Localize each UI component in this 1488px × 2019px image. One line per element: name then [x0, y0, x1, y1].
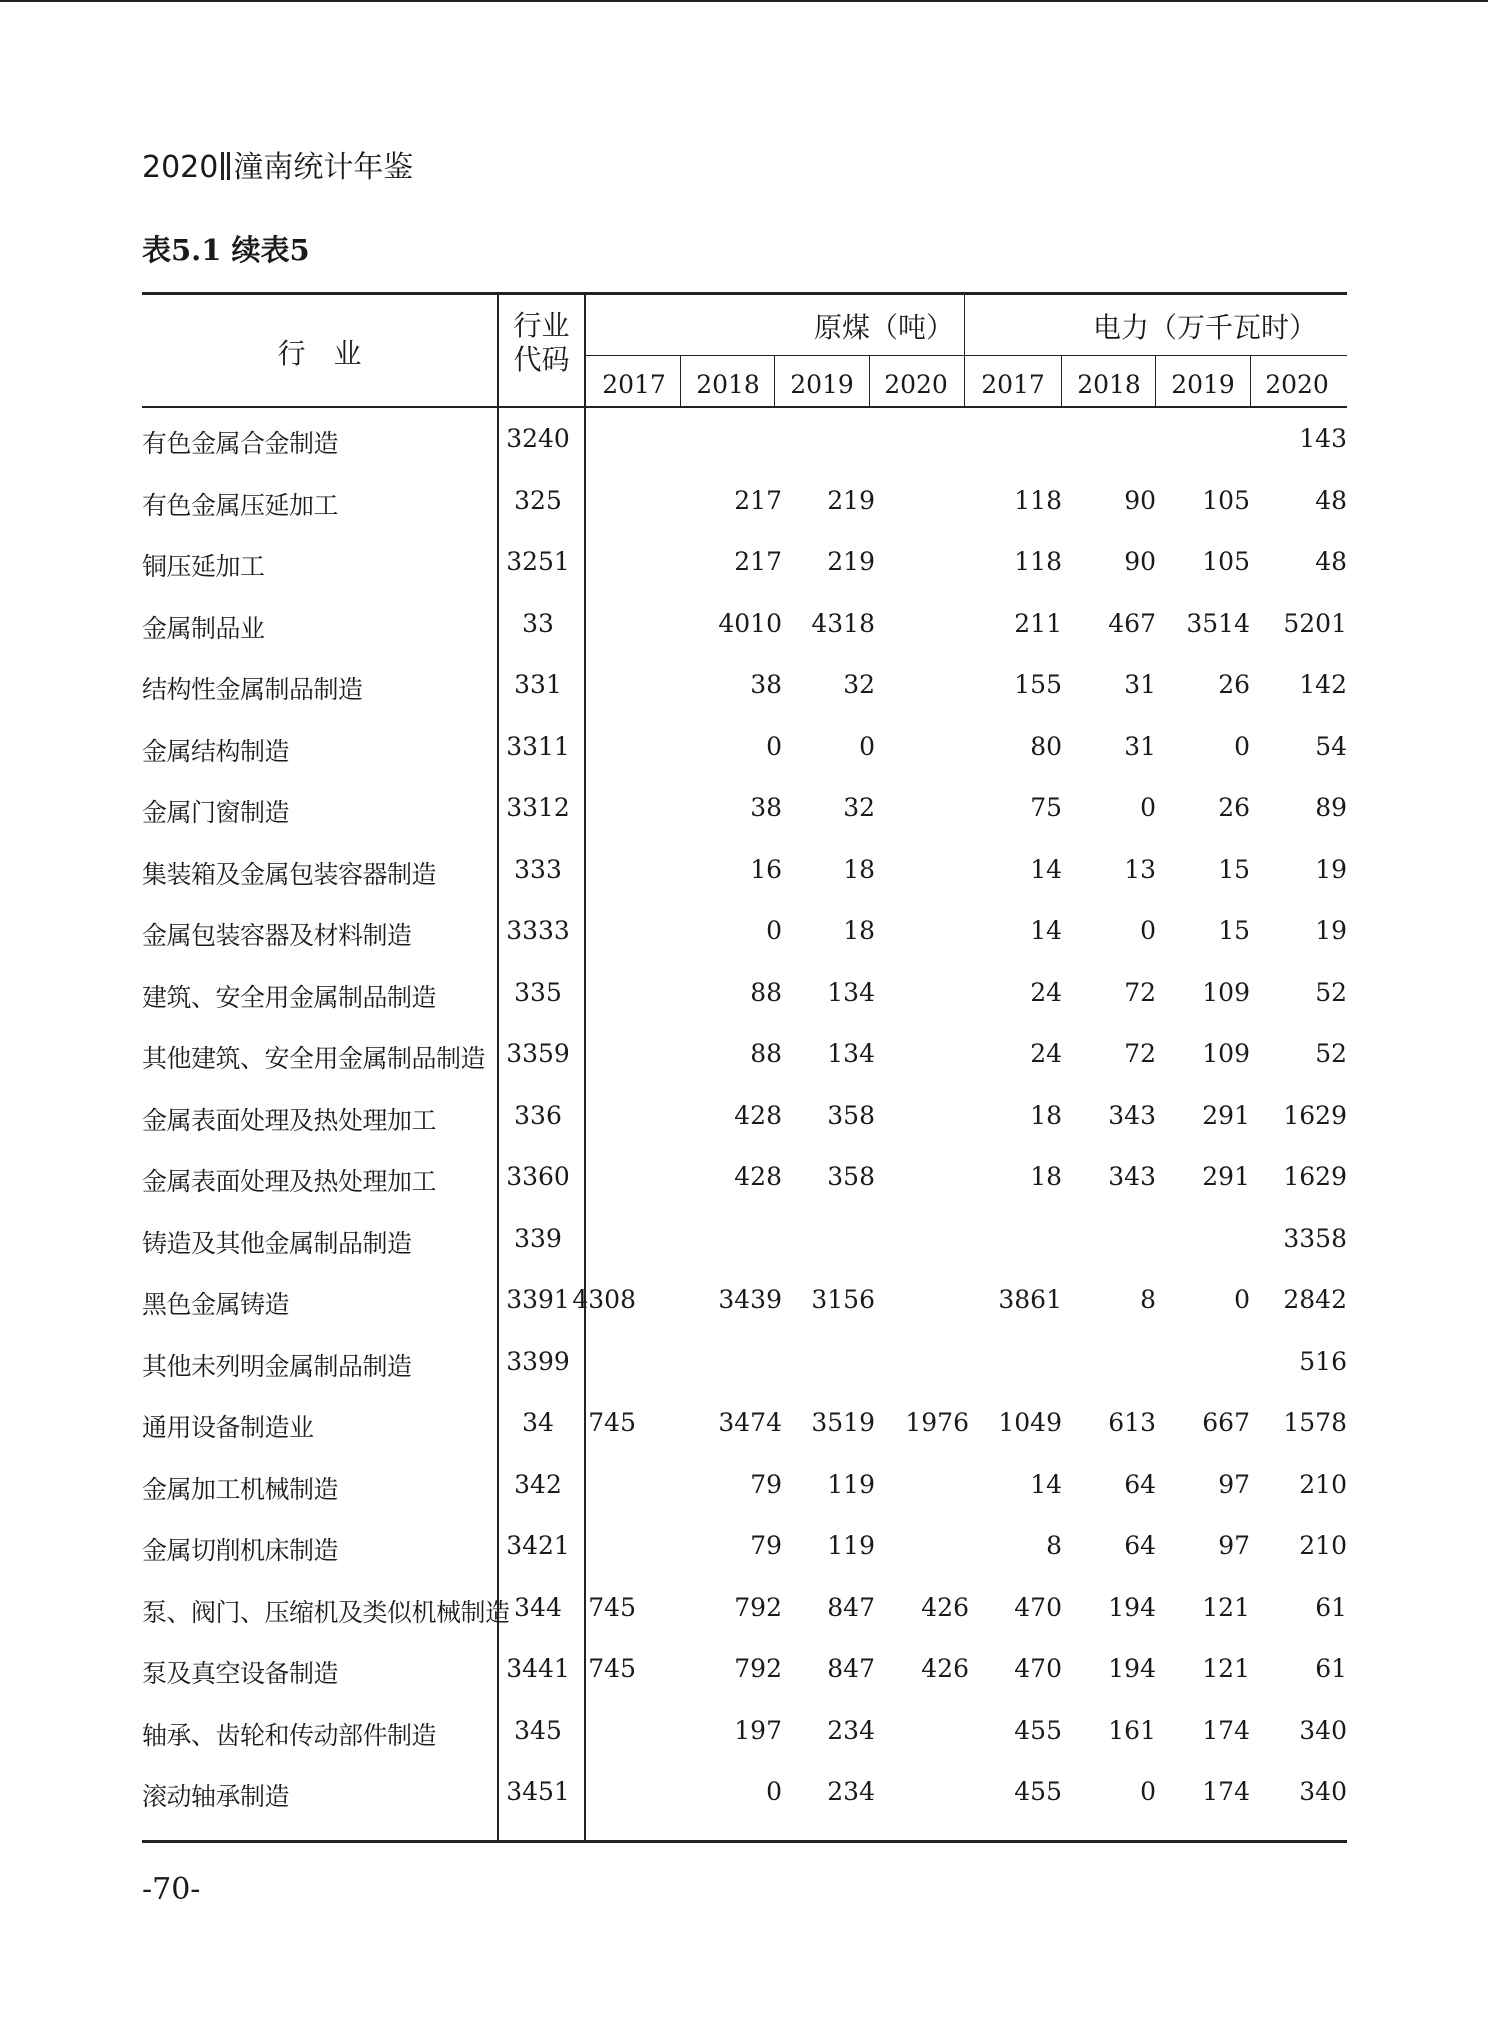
raw-coal-value: 32 — [843, 793, 875, 822]
electricity-value: 194 — [1108, 1592, 1156, 1622]
raw-coal-value: 234 — [827, 1715, 875, 1745]
year-header: 2020 — [1265, 370, 1329, 399]
industry-code: 336 — [514, 1100, 562, 1130]
electricity-value: 18 — [1030, 1162, 1062, 1191]
industry-code: 335 — [514, 977, 562, 1007]
raw-coal-value: 358 — [827, 1162, 875, 1191]
table-row — [142, 535, 1347, 596]
industry-code: 3251 — [506, 547, 570, 576]
industry-name: 金属加工机械制造 — [142, 1474, 339, 1504]
electricity-value: 48 — [1315, 547, 1347, 576]
electricity-value: 5201 — [1283, 608, 1347, 638]
raw-coal-value: 847 — [827, 1654, 875, 1683]
page-number: -70- — [142, 1872, 201, 1907]
raw-coal-value: 38 — [750, 793, 782, 822]
electricity-value: 8 — [1140, 1285, 1156, 1314]
electricity-value: 470 — [1014, 1592, 1062, 1622]
header-mid-rule — [584, 355, 1347, 356]
raw-coal-value: 16 — [750, 854, 782, 884]
electricity-value: 109 — [1202, 977, 1250, 1007]
industry-name: 铜压延加工 — [142, 552, 265, 581]
industry-name: 金属表面处理及热处理加工 — [142, 1105, 437, 1135]
industry-name: 集装箱及金属包装容器制造 — [142, 859, 437, 889]
industry-name: 黑色金属铸造 — [142, 1290, 290, 1319]
electricity-value: 89 — [1315, 793, 1347, 822]
raw-coal-value: 79 — [750, 1469, 782, 1499]
electricity-value: 72 — [1124, 1039, 1156, 1068]
industry-code: 331 — [514, 670, 562, 699]
electricity-value: 26 — [1218, 670, 1250, 699]
electricity-value: 24 — [1030, 977, 1062, 1007]
industry-name: 通用设备制造业 — [142, 1413, 314, 1442]
industry-code: 34 — [522, 1408, 554, 1437]
raw-coal-value: 3156 — [811, 1285, 875, 1314]
industry-code: 3451 — [506, 1777, 570, 1806]
raw-coal-value: 428 — [734, 1162, 782, 1191]
electricity-value: 143 — [1299, 424, 1347, 453]
electricity-value: 121 — [1202, 1592, 1250, 1622]
table-row — [142, 1273, 1347, 1334]
electricity-value: 19 — [1315, 854, 1347, 884]
raw-coal-value: 745 — [588, 1592, 636, 1622]
table-row — [142, 658, 1347, 719]
raw-coal-value: 18 — [843, 916, 875, 945]
industry-name: 有色金属合金制造 — [142, 429, 339, 458]
raw-coal-value: 38 — [750, 670, 782, 699]
table-bottom-rule — [142, 1840, 1347, 1843]
electricity-value: 31 — [1124, 670, 1156, 699]
industry-name: 泵及真空设备制造 — [142, 1659, 339, 1688]
electricity-value: 174 — [1202, 1715, 1250, 1745]
electricity-value: 0 — [1140, 916, 1156, 945]
header-year: 2020 — [142, 150, 219, 185]
code-header-line1: 行业 — [513, 309, 570, 342]
electricity-value: 3861 — [998, 1285, 1062, 1314]
electricity-value: 80 — [1030, 731, 1062, 761]
table-row — [142, 474, 1347, 535]
electricity-value: 291 — [1202, 1100, 1250, 1130]
year-divider — [1155, 355, 1156, 407]
electricity-value: 1049 — [998, 1408, 1062, 1437]
table-row — [142, 412, 1347, 473]
industry-code: 33 — [522, 608, 554, 638]
table-title: 表5.1 续表5 — [142, 233, 310, 267]
raw-coal-value: 358 — [827, 1100, 875, 1130]
electricity-value: 467 — [1108, 608, 1156, 638]
raw-coal-value: 0 — [766, 731, 782, 761]
raw-coal-value: 1976 — [905, 1408, 969, 1437]
electricity-value: 52 — [1315, 1039, 1347, 1068]
electricity-value: 14 — [1030, 916, 1062, 945]
industry-code: 3421 — [506, 1531, 570, 1560]
raw-coal-value: 219 — [827, 547, 875, 576]
industry-name: 金属包装容器及材料制造 — [142, 921, 412, 950]
electricity-value: 14 — [1030, 1469, 1062, 1499]
industry-name: 金属结构制造 — [142, 736, 290, 766]
industry-code: 3399 — [506, 1346, 570, 1376]
raw-coal-value: 4308 — [572, 1285, 636, 1314]
industry-name: 建筑、安全用金属制品制造 — [142, 982, 437, 1012]
electricity-value: 343 — [1108, 1162, 1156, 1191]
raw-coal-value: 3474 — [718, 1408, 782, 1437]
electricity-value: 121 — [1202, 1654, 1250, 1683]
raw-coal-value: 88 — [750, 1039, 782, 1068]
industry-name: 金属切削机床制造 — [142, 1536, 339, 1565]
table-row — [142, 904, 1347, 965]
raw-coal-value: 197 — [734, 1715, 782, 1745]
raw-coal-value: 0 — [766, 1777, 782, 1806]
industry-code: 333 — [514, 854, 562, 884]
table-row — [142, 597, 1347, 658]
raw-coal-value: 426 — [921, 1592, 969, 1622]
raw-coal-group-header: 原煤（吨） — [813, 311, 954, 344]
raw-coal-value: 3519 — [811, 1408, 875, 1437]
table-row — [142, 1581, 1347, 1642]
header-bottom-rule — [142, 406, 1347, 408]
electricity-value: 14 — [1030, 854, 1062, 884]
raw-coal-value: 217 — [734, 547, 782, 576]
header-divider — [221, 152, 224, 180]
electricity-value: 340 — [1299, 1777, 1347, 1806]
industry-code: 3240 — [506, 424, 570, 453]
electricity-group-header: 电力（万千瓦时） — [1092, 311, 1317, 344]
industry-name: 泵、阀门、压缩机及类似机械制造 — [142, 1597, 510, 1627]
industry-code: 339 — [514, 1223, 562, 1253]
industry-name: 金属表面处理及热处理加工 — [142, 1167, 437, 1196]
table-top-rule — [142, 292, 1347, 295]
electricity-value: 52 — [1315, 977, 1347, 1007]
year-header: 2019 — [790, 370, 854, 399]
table-row — [142, 1519, 1347, 1580]
raw-coal-value: 428 — [734, 1100, 782, 1130]
industry-name: 金属制品业 — [142, 613, 265, 643]
table-row — [142, 1704, 1347, 1765]
industry-name: 其他建筑、安全用金属制品制造 — [142, 1044, 486, 1073]
top-border — [0, 0, 1488, 2]
table-row — [142, 1089, 1347, 1150]
electricity-value: 109 — [1202, 1039, 1250, 1068]
electricity-value: 210 — [1299, 1531, 1347, 1560]
code-header-line2: 代码 — [513, 343, 570, 376]
raw-coal-value: 119 — [827, 1469, 875, 1499]
electricity-value: 155 — [1014, 670, 1062, 699]
electricity-value: 90 — [1124, 485, 1156, 515]
electricity-value: 64 — [1124, 1469, 1156, 1499]
electricity-value: 174 — [1202, 1777, 1250, 1806]
raw-coal-value: 426 — [921, 1654, 969, 1683]
electricity-value: 1629 — [1283, 1162, 1347, 1191]
table-row — [142, 843, 1347, 904]
table-row — [142, 1458, 1347, 1519]
raw-coal-value: 219 — [827, 485, 875, 515]
electricity-value: 613 — [1108, 1408, 1156, 1437]
electricity-value: 0 — [1234, 1285, 1250, 1314]
industry-name: 有色金属压延加工 — [142, 490, 339, 520]
electricity-value: 0 — [1140, 1777, 1156, 1806]
electricity-value: 3514 — [1186, 608, 1250, 638]
electricity-value: 291 — [1202, 1162, 1250, 1191]
electricity-value: 667 — [1202, 1408, 1250, 1437]
industry-code: 345 — [514, 1715, 562, 1745]
table-row — [142, 1642, 1347, 1703]
electricity-value: 18 — [1030, 1100, 1062, 1130]
raw-coal-value: 745 — [588, 1408, 636, 1437]
table-row — [142, 1212, 1347, 1273]
electricity-value: 64 — [1124, 1531, 1156, 1560]
table-row — [142, 720, 1347, 781]
raw-coal-value: 0 — [766, 916, 782, 945]
electricity-value: 26 — [1218, 793, 1250, 822]
electricity-value: 72 — [1124, 977, 1156, 1007]
raw-coal-value: 79 — [750, 1531, 782, 1560]
year-divider — [1061, 355, 1062, 407]
year-divider — [774, 355, 775, 407]
electricity-value: 1629 — [1283, 1100, 1347, 1130]
raw-coal-value: 134 — [827, 977, 875, 1007]
electricity-value: 24 — [1030, 1039, 1062, 1068]
table-row — [142, 966, 1347, 1027]
industry-code: 342 — [514, 1469, 562, 1499]
industry-name: 结构性金属制品制造 — [142, 675, 363, 704]
raw-coal-value: 4010 — [718, 608, 782, 638]
electricity-value: 516 — [1299, 1346, 1347, 1376]
electricity-value: 54 — [1315, 731, 1347, 761]
electricity-value: 13 — [1124, 854, 1156, 884]
electricity-value: 8 — [1046, 1531, 1062, 1560]
electricity-value: 161 — [1108, 1715, 1156, 1745]
industry-code: 3441 — [506, 1654, 570, 1683]
electricity-value: 211 — [1014, 608, 1062, 638]
industry-name: 金属门窗制造 — [142, 798, 290, 827]
raw-coal-value: 88 — [750, 977, 782, 1007]
electricity-value: 2842 — [1283, 1285, 1347, 1314]
raw-coal-value: 792 — [734, 1654, 782, 1683]
electricity-value: 0 — [1140, 793, 1156, 822]
electricity-value: 31 — [1124, 731, 1156, 761]
electricity-value: 340 — [1299, 1715, 1347, 1745]
electricity-value: 97 — [1218, 1531, 1250, 1560]
raw-coal-value: 18 — [843, 854, 875, 884]
electricity-value: 61 — [1315, 1592, 1347, 1622]
table-row — [142, 1150, 1347, 1211]
table-row — [142, 1396, 1347, 1457]
year-header: 2018 — [696, 370, 760, 399]
electricity-value: 105 — [1202, 485, 1250, 515]
electricity-value: 3358 — [1283, 1223, 1347, 1253]
electricity-value: 455 — [1014, 1715, 1062, 1745]
raw-coal-value: 792 — [734, 1592, 782, 1622]
electricity-value: 210 — [1299, 1469, 1347, 1499]
raw-coal-value: 217 — [734, 485, 782, 515]
industry-code: 3312 — [506, 793, 570, 822]
year-header: 2020 — [884, 370, 948, 399]
data-table — [142, 292, 1347, 1843]
raw-coal-value: 32 — [843, 670, 875, 699]
electricity-value: 15 — [1218, 854, 1250, 884]
electricity-value: 90 — [1124, 547, 1156, 576]
year-header: 2018 — [1077, 370, 1141, 399]
electricity-value: 75 — [1030, 793, 1062, 822]
industry-name: 轴承、齿轮和传动部件制造 — [142, 1720, 437, 1750]
raw-coal-value: 0 — [859, 731, 875, 761]
electricity-value: 15 — [1218, 916, 1250, 945]
industry-code: 325 — [514, 485, 562, 515]
year-divider — [680, 355, 681, 407]
industry-header: 行 业 — [277, 337, 362, 370]
header-divider — [227, 152, 230, 180]
electricity-value: 142 — [1299, 670, 1347, 699]
industry-code: 3333 — [506, 916, 570, 945]
table-row — [142, 1335, 1347, 1396]
electricity-value: 105 — [1202, 547, 1250, 576]
electricity-value: 343 — [1108, 1100, 1156, 1130]
year-header: 2017 — [981, 370, 1045, 399]
industry-code: 344 — [514, 1592, 562, 1622]
raw-coal-value: 4318 — [811, 608, 875, 638]
running-header — [142, 142, 413, 186]
industry-name: 其他未列明金属制品制造 — [142, 1351, 412, 1381]
raw-coal-value: 234 — [827, 1777, 875, 1806]
electricity-value: 118 — [1014, 485, 1062, 515]
electricity-value: 48 — [1315, 485, 1347, 515]
header-book-title: 潼南统计年鉴 — [233, 150, 414, 185]
raw-coal-value: 745 — [588, 1654, 636, 1683]
electricity-value: 0 — [1234, 731, 1250, 761]
year-header: 2019 — [1171, 370, 1235, 399]
electricity-value: 19 — [1315, 916, 1347, 945]
raw-coal-value: 119 — [827, 1531, 875, 1560]
industry-name: 铸造及其他金属制品制造 — [142, 1228, 412, 1258]
raw-coal-value: 3439 — [718, 1285, 782, 1314]
year-header: 2017 — [602, 370, 666, 399]
table-row — [142, 1027, 1347, 1088]
table-row — [142, 781, 1347, 842]
raw-coal-value: 134 — [827, 1039, 875, 1068]
table-row — [142, 1765, 1347, 1826]
electricity-value: 61 — [1315, 1654, 1347, 1683]
raw-coal-value: 847 — [827, 1592, 875, 1622]
electricity-value: 470 — [1014, 1654, 1062, 1683]
industry-code: 3391 — [506, 1285, 570, 1314]
electricity-value: 455 — [1014, 1777, 1062, 1806]
electricity-value: 1578 — [1283, 1408, 1347, 1437]
electricity-value: 194 — [1108, 1654, 1156, 1683]
electricity-value: 97 — [1218, 1469, 1250, 1499]
electricity-value: 118 — [1014, 547, 1062, 576]
industry-code: 3360 — [506, 1162, 570, 1191]
industry-code: 3359 — [506, 1039, 570, 1068]
code-header — [499, 309, 584, 377]
industry-name: 滚动轴承制造 — [142, 1782, 290, 1811]
industry-code: 3311 — [506, 731, 570, 761]
